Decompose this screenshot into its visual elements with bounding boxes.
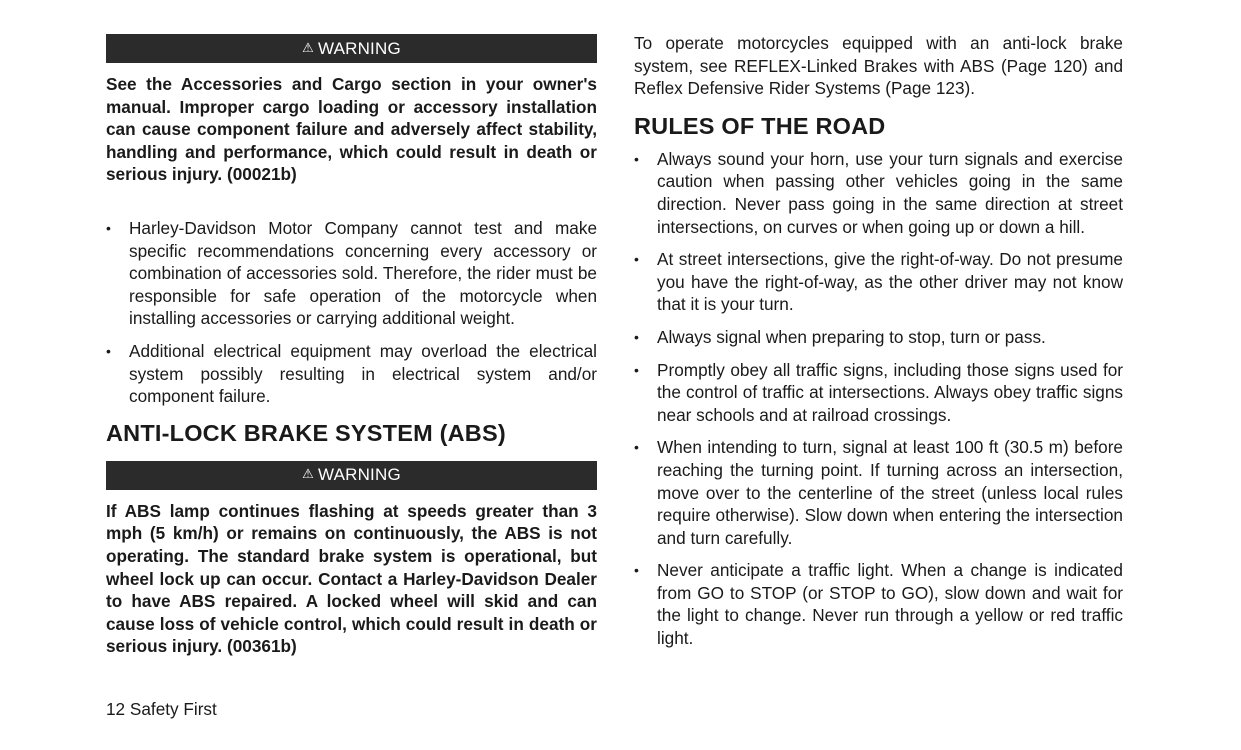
bullet-icon: • <box>106 219 111 236</box>
bullet-icon: • <box>634 251 639 268</box>
bullet-icon: • <box>634 361 639 378</box>
warning-banner <box>106 461 597 490</box>
bullet-icon: • <box>634 328 639 345</box>
bullet-icon: • <box>634 562 639 579</box>
section-heading-rules: RULES OF THE ROAD <box>634 112 886 139</box>
warning-label: WARNING <box>317 465 401 485</box>
bullet-icon: • <box>634 439 639 456</box>
accessory-bullet-list <box>106 217 597 408</box>
list-item: • When intending to turn, signal at least 100 ft (30.5 m) before reaching the turning point. If turning across an intersection, move over to the centerline of the street (unless local rules require otherwise). Slow down when entering the intersection and turn carefully. <box>634 437 1123 548</box>
warning-label: WARNING <box>317 38 401 58</box>
list-item: • At street intersections, give the right-of-way. Do not presume you have the right-of-way, as the other driver may not know that it is your turn. <box>634 249 1123 315</box>
bullet-icon: • <box>634 150 639 167</box>
list-item: • Additional electrical equipment may overload the electrical system possibly resulting in electrical system and/or component failure. <box>106 340 597 407</box>
list-item: • Harley-Davidson Motor Company cannot test and make specific recommendations concerning every accessory or combination of accessories sold. Therefore, the rider must be responsible for safe operation of the motorcycle when installing accessories or carrying additional weight. <box>106 217 597 329</box>
rules-bullet-list <box>634 148 1123 650</box>
page-footer: 12 Safety First <box>106 699 217 719</box>
section-heading-abs: ANTI-LOCK BRAKE SYSTEM (ABS) <box>106 419 506 446</box>
list-item: • Always signal when preparing to stop, turn or pass. <box>634 326 1046 347</box>
list-item: • Always sound your horn, use your turn signals and exercise caution when passing other vehicles going in the same direction. Never pass going in the same direction at street intersections, on curves or when going up or down a hill. <box>634 148 1123 237</box>
warning-text: See the Accessories and Cargo section in your owner's manual. Improper cargo loading or accessory installation can cause component failure and adversely affect stability, handling and performance, which could result in death or serious injury. (00021b) <box>106 74 597 185</box>
list-item: • Promptly obey all traffic signs, including those signs used for the control of traffic at intersections. Always obey traffic signs near schools and at railroad crossings. <box>634 359 1123 425</box>
bullet-icon: • <box>106 342 111 359</box>
right-column <box>634 32 1123 650</box>
left-column <box>106 34 597 658</box>
warning-triangle-icon: ⚠ <box>302 466 314 482</box>
list-item: • Never anticipate a traffic light. When a change is indicated from GO to STOP (or STOP to GO), slow down and wait for the light to change. Never run through a yellow or red traffic light. <box>634 560 1123 649</box>
warning-triangle-icon: ⚠ <box>302 39 314 55</box>
warning-text: If ABS lamp continues flashing at speeds greater than 3 mph (5 km/h) or remains on continuously, the ABS is not operating. The standard brake system is operational, but wheel lock up can occur. Contact a Harley-Davidson Dealer to have ABS repaired. A locked wheel will skid and can cause loss of vehicle control, which could result in death or serious injury. (00361b) <box>106 500 597 657</box>
abs-intro-paragraph: To operate motorcycles equipped with an anti-lock brake system, see REFLEX-Linked Brakes with ABS (Page 120) and Reflex Defensive Rider Systems (Page 123). <box>634 33 1123 99</box>
warning-banner <box>106 34 597 63</box>
